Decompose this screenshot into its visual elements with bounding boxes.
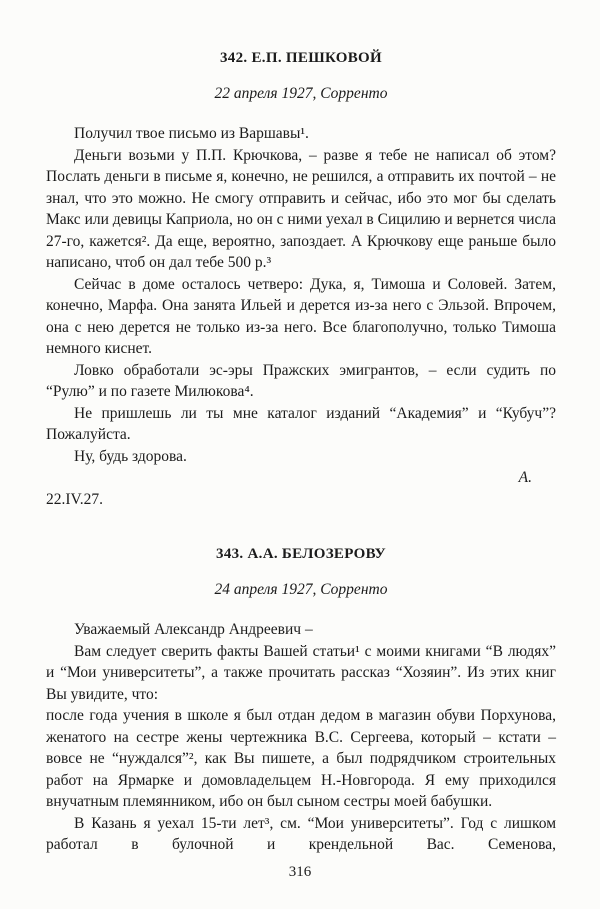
letter-343: [46, 544, 556, 856]
letter-342: [46, 48, 556, 510]
letter-342-title: 342. Е.П. ПЕШКОВОЙ: [220, 50, 382, 66]
letter-343-paragraph-3: после года учения в школе я был отдан дедом в магазин обуви Порхунова, женатого на сестре жены чертежника В.С. Сергеева, который – кстати – вовсе не “нуждался”², как Вы пишете, а был подрядчиком строительных работ на Ярмарке и домовладельцем Н.-Новгорода. Я ему приходился внучатным племянником, ибо он был сыном сестры моей бабушки.: [46, 707, 556, 810]
letter-342-closing-date: 22.IV.27.: [46, 490, 103, 508]
letter-342-dateline: 22 апреля 1927, Сорренто: [214, 84, 388, 102]
page-number: 316: [288, 863, 312, 880]
letter-342-paragraph-4: Ловко обработали эс-эры Пражских эмигрантов, – если судить по “Рулю” и по газете Милюкова⁴.: [46, 361, 556, 400]
letter-342-paragraph-3: Сейчас в доме осталось четверо: Дука, я, Тимоша и Соловей. Затем, конечно, Марфа. Она занята Ильей и дерется из-за него с Эльзой. Впрочем, она с нею дерется не только из-за него. Все благополучно, только Тимоша немного киснет.: [46, 275, 556, 357]
letter-343-paragraph-2: Вам следует сверить факты Вашей статьи¹ с моими книгами “В людях” и “Мои университеты”, а также прочитать рассказ “Хозяин”. Из этих книг Вы увидите, что:: [46, 642, 556, 703]
letter-343-dateline: 24 апреля 1927, Сорренто: [214, 580, 388, 598]
letter-342-paragraph-2: Деньги возьми у П.П. Крючкова, – разве я тебе не написал об этом? Послать деньги в письме я, конечно, не решился, а отправить их почтой – не знал, что это можно. Не смогу отправить и сейчас, ибо это мог бы сделать Макс или девицы Каприола, но он с ними уехал в Сицилию и вернется числа 27-го, кажется². Да еще, вероятно, запоздает. А Крючкову еще раньше было написано, чтоб он дал тебе 500 р.³: [46, 146, 556, 271]
letter-342-paragraph-6: Ну, будь здорова.: [74, 447, 187, 465]
letter-343-salutation: Уважаемый Александр Андреевич –: [74, 621, 313, 638]
letter-342-paragraph-5: Не пришлешь ли ты мне каталог изданий “Академия” и “Кубуч”? Пожалуйста.: [46, 404, 556, 443]
letter-342-paragraph-1: Получил твое письмо из Варшавы¹.: [74, 125, 309, 142]
letter-342-signature: А.: [518, 469, 532, 486]
letter-343-title: 343. А.А. БЕЛОЗЕРОВУ: [216, 546, 386, 562]
letter-343-paragraph-4: В Казань я уехал 15-ти лет³, см. “Мои университеты”. Год с лишком работал в булочной и крендельной Вас. Семенова,: [46, 814, 556, 853]
